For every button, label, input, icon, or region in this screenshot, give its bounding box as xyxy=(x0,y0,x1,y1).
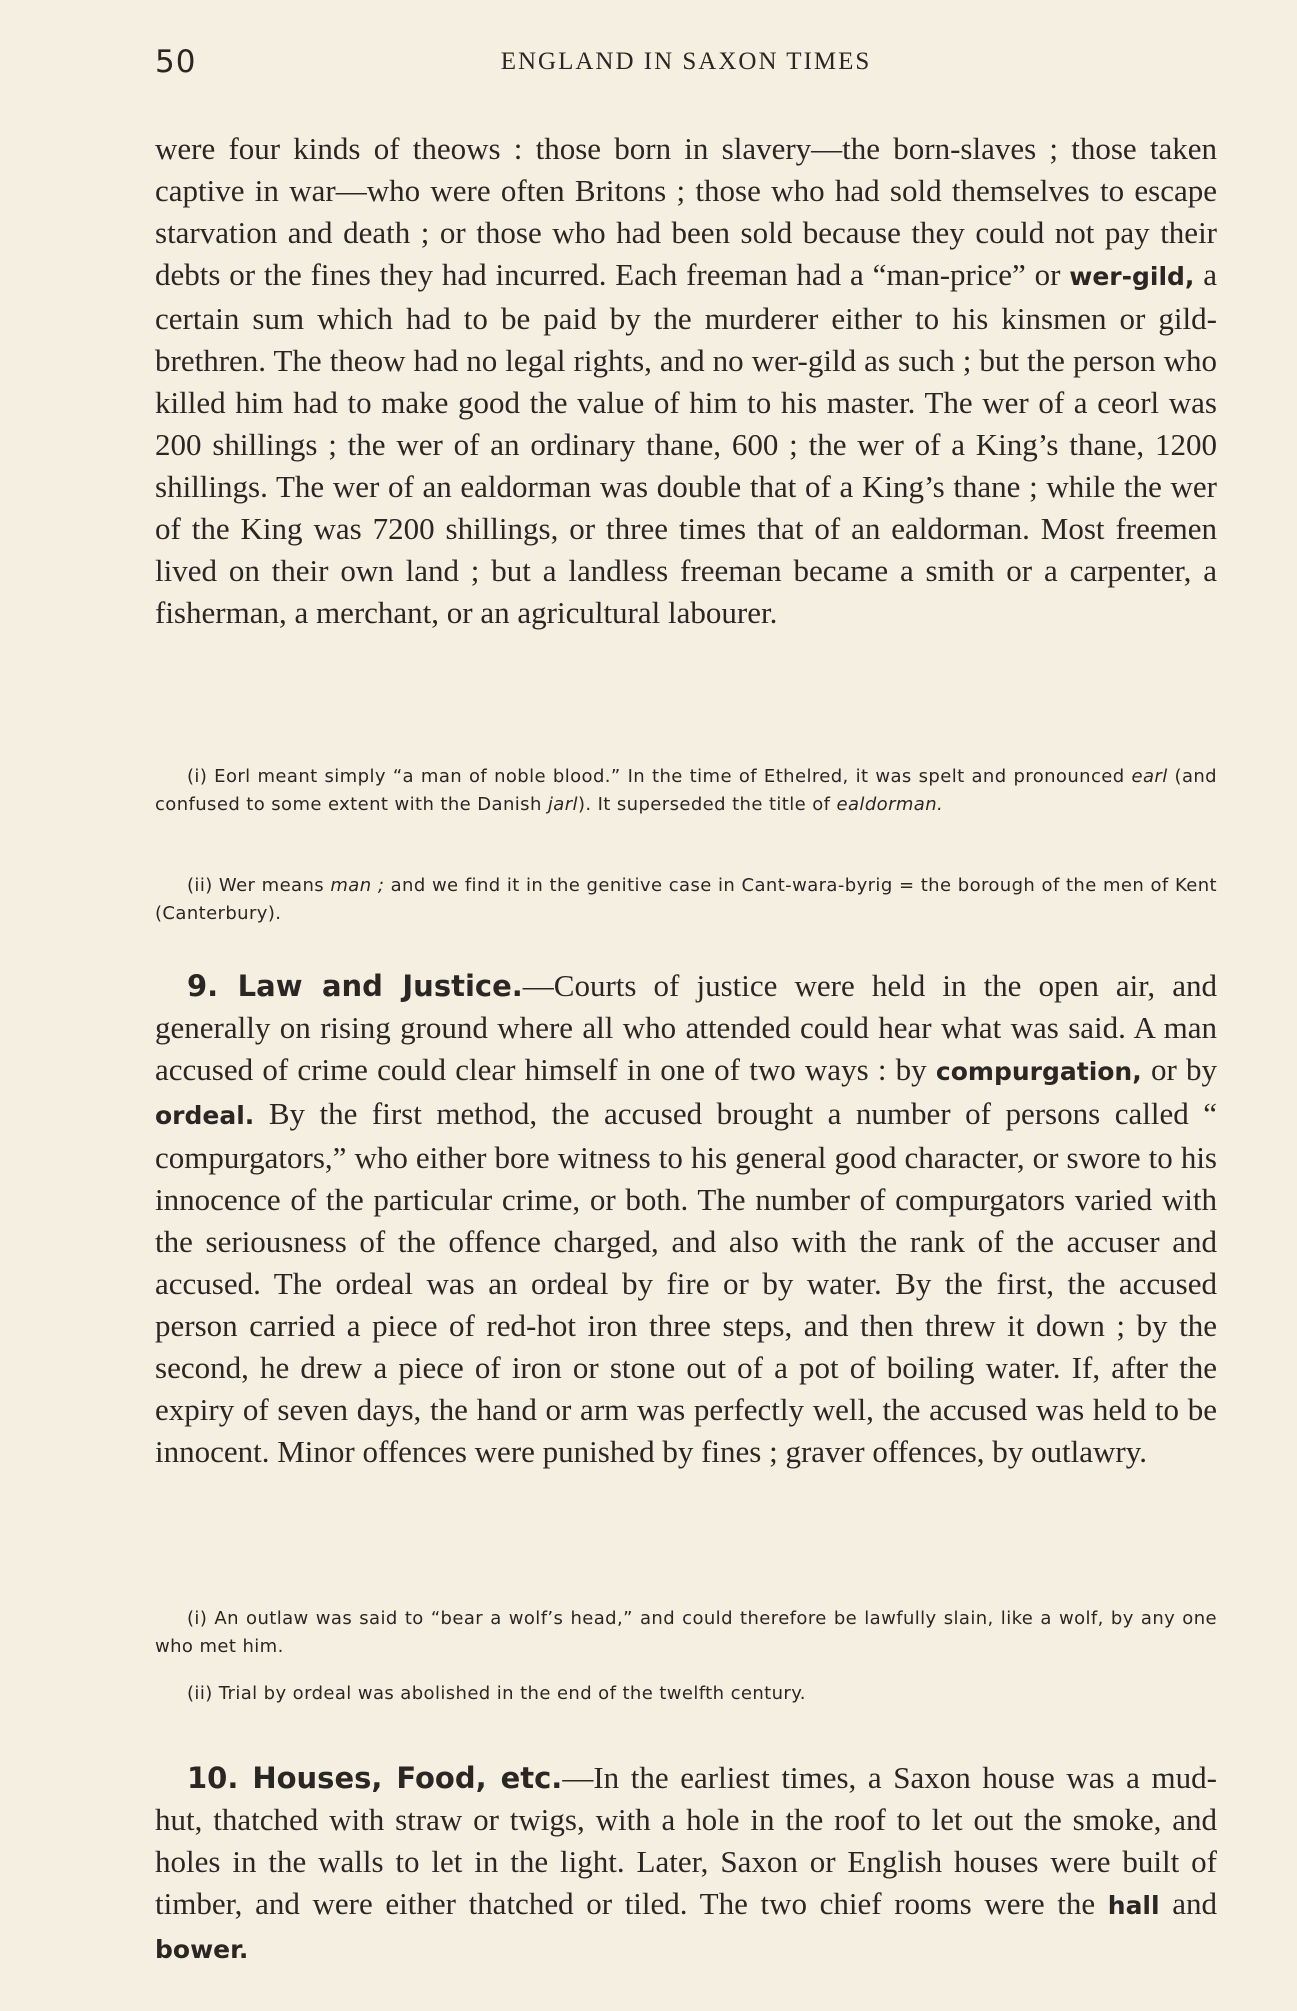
footnote-text: (i) An outlaw was said to “bear a wolf’s head,” and could therefore be lawfully slain, like a wolf, by any one who met him. xyxy=(155,1608,1217,1657)
term-ordeal: ordeal. xyxy=(155,1101,255,1130)
term-hall: hall xyxy=(1107,1891,1160,1920)
footnote-text xyxy=(155,872,1217,928)
footnote-text xyxy=(155,763,1217,819)
italic-term: man ; xyxy=(330,875,385,896)
paragraph-theows xyxy=(155,128,1217,634)
italic-term: jarl xyxy=(547,794,578,815)
text-run: (ii) Wer means xyxy=(187,875,331,896)
footnote-outlaw xyxy=(155,1605,1217,1661)
section-houses-food xyxy=(155,1757,1217,1971)
term-bower: bower. xyxy=(155,1935,249,1964)
text-run: and xyxy=(1159,1886,1217,1921)
text-run: By the first method, the accused brought a number of persons called “ compurgators,” who either bore witness to his general good character, or swore to his innocence of the particular crime, or both. The number of compurgators varied with the seriousness of the offence charged, and also with the rank of the accuser and accused. The ordeal was an ordeal by fire or by water. By the first, the accused person carried a piece of red-hot iron three steps, and then threw it down ; by the second, he drew a piece of iron or stone out of a pot of boiling water. If, after the expiry of seven days, the hand or arm was perfectly well, the accused was held to be innocent. Minor offences were punished by fines ; graver offences, by outlawry. xyxy=(155,1096,1217,1469)
footnote-ordeal xyxy=(155,1680,1217,1708)
text-run: were four kinds of theows : those born in slavery—the born-slaves ; those taken captive in war—who were often Britons ; those who had sold themselves to escape starvation and death ; or those who had been sold because they could not pay their debts or the fines they had incurred. Each freeman had a “man-price” or xyxy=(155,131,1217,292)
section-law-and-justice xyxy=(155,965,1217,1473)
section-heading: 10. Houses, Food, etc. xyxy=(187,1761,563,1795)
text-run: and we find it in the genitive case in Cant-wara-byrig = the borough of the men of Kent (Canterbury). xyxy=(155,875,1217,924)
footnote-text: (ii) Trial by ordeal was abolished in the end of the twelfth century. xyxy=(187,1683,806,1704)
page-number: 50 xyxy=(155,44,197,80)
italic-term: ealdorman. xyxy=(836,794,944,815)
running-title: ENGLAND IN SAXON TIMES xyxy=(500,48,872,75)
section-text xyxy=(155,1757,1217,1971)
term-wergild: wer-gild, xyxy=(1069,262,1195,291)
text-run: or by xyxy=(1141,1052,1217,1087)
text-run: (and confused to some extent with the Danish xyxy=(155,766,1218,815)
page-header xyxy=(155,44,1217,88)
text-run: —Courts of justice were held in the open air, and generally on rising ground where all who attended could hear what was said. A man accused of crime could clear himself in one of two ways : by xyxy=(155,968,1218,1087)
paragraph-text xyxy=(155,128,1217,634)
text-run: ). It superseded the title of xyxy=(577,794,837,815)
term-compurgation: compurgation, xyxy=(935,1057,1142,1086)
section-heading: 9. Law and Justice. xyxy=(187,969,523,1003)
footnote-wer xyxy=(155,872,1217,928)
italic-term: earl xyxy=(1131,766,1168,787)
footnote-eorl xyxy=(155,763,1217,819)
section-text xyxy=(155,965,1217,1473)
text-run: —In the earliest times, a Saxon house was a mud-hut, thatched with straw or twigs, with a hole in the roof to let out the smoke, and holes in the walls to let in the light. Later, Saxon or English houses were built of timber, and were either thatched or tiled. The two chief rooms were the xyxy=(155,1760,1217,1921)
text-run: a certain sum which had to be paid by the murderer either to his kinsmen or gild-brethren. The theow had no legal rights, and no wer-gild as such ; but the person who killed him had to make good the value of him to his master. The wer of a ceorl was 200 shillings ; the wer of an ordinary thane, 600 ; the wer of a King’s thane, 1200 shillings. The wer of an ealdorman was double that of a King’s thane ; while the wer of the King was 7200 shillings, or three times that of an ealdorman. Most freemen lived on their own land ; but a landless freeman became a smith or a carpenter, a fisherman, a merchant, or an agricultural labourer. xyxy=(155,257,1217,630)
text-run: (i) Eorl meant simply “a man of noble blood.” In the time of Ethelred, it was spelt and pronounced xyxy=(187,766,1132,787)
